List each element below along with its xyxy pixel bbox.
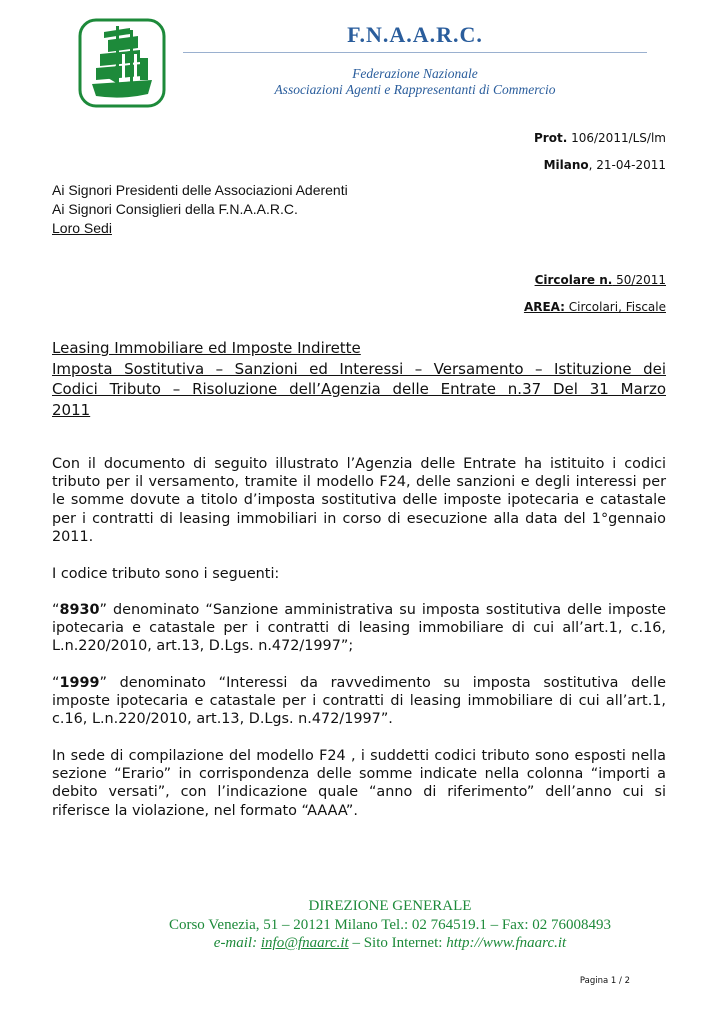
p5-line-2: sezione “Erario” in corrispondenza delle somme indicate nella colonna “importi a [52,766,666,783]
subject-line-1: Leasing Immobiliare ed Imposte Indirette [52,339,361,357]
city-label: Milano [543,158,589,172]
paragraph-code-8930 [52,601,666,656]
paragraph-intro [52,455,666,546]
date-value: , 21-04-2011 [588,158,666,172]
paragraph-code-1999 [52,674,666,729]
addressee-3: Loro Sedi [52,220,112,236]
p1-line-1: Con il documento di seguito illustrato l’Agenzia delle Entrate ha istituito i codici [52,456,666,472]
org-subtitle-1: Federazione Nazionale [352,66,478,81]
addressee-1: Ai Signori Presidenti delle Associazioni Aderenti [52,182,348,198]
prot-label: Prot. [534,131,568,145]
p3-line-3: L.n.220/2010, art.13, D.Lgs. n.472/1997”; [52,638,354,655]
subject-line-4: 2011 [52,400,91,419]
tax-code-1999: 1999 [59,675,100,691]
org-name: F.N.A.A.R.C. [347,22,483,47]
subject [52,338,666,420]
subject-line-2: Imposta Sostitutiva – Sanzioni ed Interessi – Versamento – Istituzione dei [52,359,666,378]
paragraph-codes-intro: I codice tributo sono i seguenti: [52,566,280,582]
p4-line-3: c.16, L.n.220/2010, art.13, D.Lgs. n.472/1997”. [52,711,393,728]
p1-line-3: le somme dovute a titolo d’imposta sostitutiva delle imposte ipotecaria e catastale [52,492,666,509]
footer-direction: DIREZIONE GENERALE [308,898,472,914]
paragraph-f24 [52,747,666,820]
p4-line-1 [52,674,666,692]
p4-open-quote: “ [52,675,60,691]
circolare-value: 50/2011 [612,273,666,287]
p5-line-4: riferisce la violazione, nel formato “AAAA”. [52,802,358,819]
footer-contacts [100,935,680,952]
site-link[interactable]: http://www.fnaarc.it [446,935,567,951]
area-line [524,300,666,314]
circolare-line [535,273,666,287]
addressees [52,181,348,238]
p3-open-quote: “ [52,602,60,618]
org-subtitle-2: Associazioni Agenti e Rappresentanti di Commercio [274,82,556,97]
circolare-label: Circolare n. [534,273,613,287]
fnaarc-logo [78,18,166,108]
page-number: Pagina 1 / 2 [579,976,630,986]
prot-value: 106/2011/LS/lm [567,131,666,145]
p5-line-1: In sede di compilazione del modello F24 , i suddetti codici tributo sono esposti nella [52,748,666,764]
p1-line-2: tributo per il versamento, tramite il modello F24, delle sanzioni e degli interessi per [52,474,666,491]
footer-address: Corso Venezia, 51 – 20121 Milano Tel.: 02 764519.1 – Fax: 02 76008493 [168,917,612,933]
subject-line-3: Codici Tributo – Risoluzione dell’Agenzia delle Entrate n.37 Del 31 Marzo [52,380,666,398]
area-value: Circolari, Fiscale [564,300,666,314]
tax-code-8930: 8930 [59,602,100,618]
email-label: e-mail: [213,935,261,951]
p5-line-3: debito versati”, con l’indicazione quale “anno di riferimento” dell’anno cui si [52,784,666,801]
p3-line-1-rest: ” denominato “Sanzione amministrativa su imposta sostitutiva delle imposte [99,602,666,618]
place-date-line [544,158,666,172]
p4-line-1-rest: ” denominato “Interessi da ravvedimento su imposta sostitutiva delle [99,675,666,691]
p4-line-2: imposte ipotecaria e catastale per i contratti di leasing immobiliare di cui all’art.1, [52,693,666,710]
site-label: – Sito Internet: [348,935,447,951]
p3-line-1 [52,601,666,619]
addressee-2: Ai Signori Consiglieri della F.N.A.A.R.C. [52,201,298,217]
area-label: AREA: [523,300,565,314]
protocol-line [534,131,666,145]
header-rule [183,52,647,53]
p3-line-2: ipotecaria e catastale per i contratti di leasing immobiliare di cui all’art.1, c.16, [52,620,666,637]
p1-line-5: 2011. [52,528,94,545]
p1-line-4: per i contratti di leasing immobiliari in corso di esecuzione alla data del 1°gennaio [52,510,666,527]
email-link[interactable]: info@fnaarc.it [260,935,349,951]
